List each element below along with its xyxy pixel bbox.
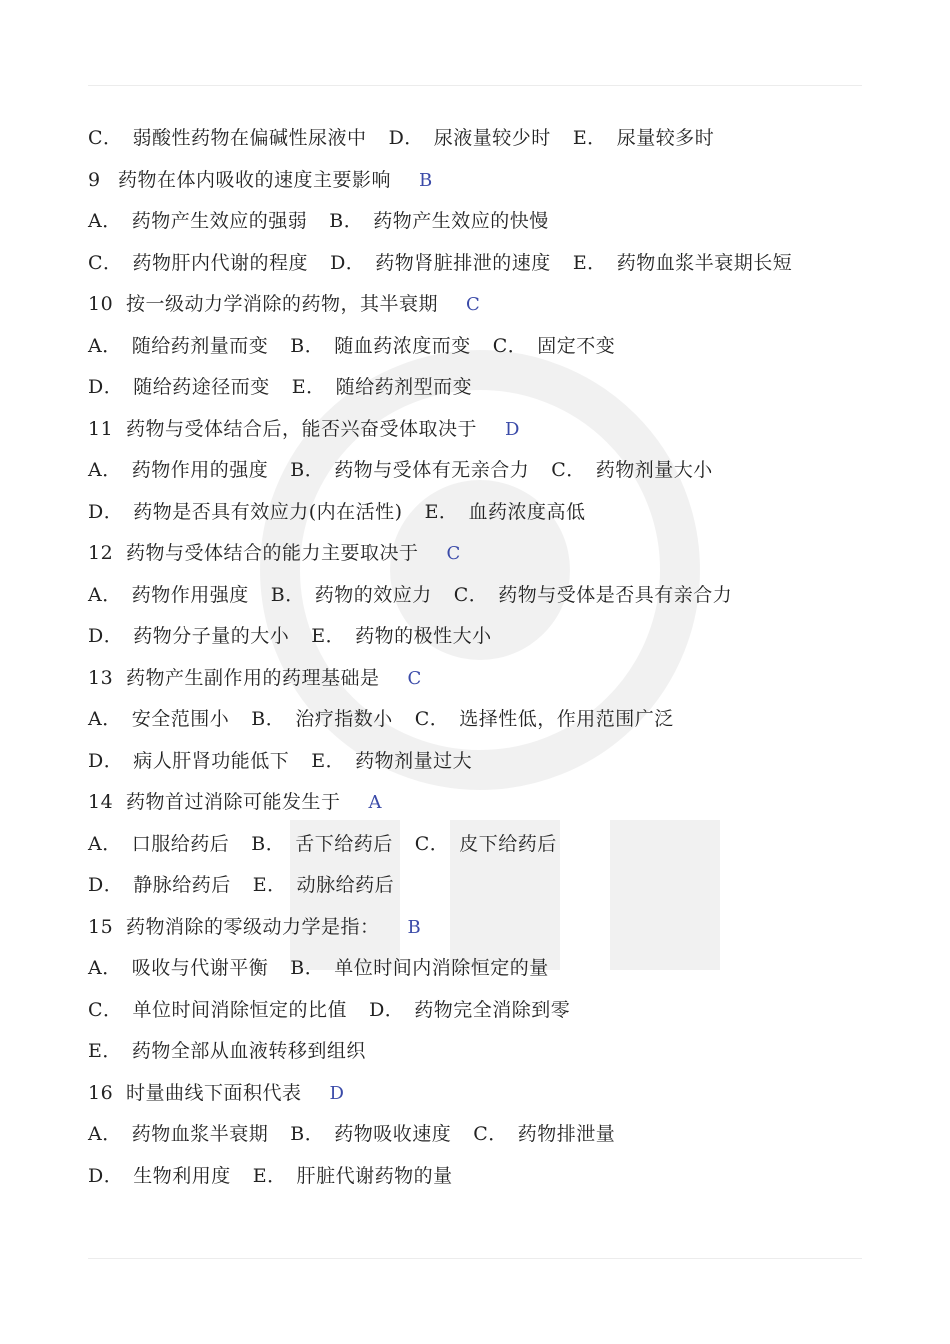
option-letter: C． <box>88 127 123 149</box>
answer-option <box>251 699 392 741</box>
option-text: 药物肾脏排泄的速度 <box>375 251 551 274</box>
answer-option <box>88 1114 268 1156</box>
question-line <box>88 533 868 575</box>
option-letter: B． <box>251 708 286 730</box>
options-line <box>88 865 868 907</box>
option-text: 药物与受体是否具有亲合力 <box>498 583 733 606</box>
answer-option <box>251 824 392 866</box>
option-letter: B． <box>329 210 364 232</box>
option-text: 药物作用强度 <box>131 583 249 606</box>
option-text: 药物吸收速度 <box>334 1123 452 1145</box>
answer-option <box>88 450 268 492</box>
answer-key: B <box>407 916 422 938</box>
options-line <box>88 575 868 617</box>
answer-option <box>253 865 394 907</box>
question-text: 按一级动力学消除的药物，其半衰期 <box>126 293 439 315</box>
option-letter: C． <box>453 583 489 606</box>
option-text: 舌下给药后 <box>295 832 393 855</box>
option-letter: B． <box>290 957 325 979</box>
options-line <box>88 450 868 492</box>
question-line <box>88 658 868 700</box>
answer-option <box>330 243 551 285</box>
option-letter: C． <box>414 708 450 730</box>
option-letter: A． <box>88 459 122 481</box>
option-letter: C． <box>88 251 123 274</box>
answer-option <box>573 118 714 160</box>
answer-key: D <box>505 418 520 440</box>
option-letter: E． <box>311 749 346 772</box>
top-divider <box>88 85 862 86</box>
option-letter: C． <box>88 998 123 1021</box>
question-text: 药物与受体结合后，能否兴奋受体取决于 <box>126 417 478 440</box>
option-letter: E． <box>572 127 607 149</box>
option-text: 生物利用度 <box>133 1164 231 1187</box>
options-line <box>88 367 868 409</box>
answer-key: D <box>329 1082 345 1104</box>
options-line <box>88 1114 868 1156</box>
option-text: 选择性低，作用范围广泛 <box>459 708 674 730</box>
answer-option <box>454 575 733 617</box>
option-text: 固定不变 <box>537 334 616 357</box>
option-letter: B． <box>290 1123 325 1145</box>
option-letter: D． <box>88 500 124 523</box>
option-letter: C． <box>551 459 586 481</box>
options-line <box>88 616 868 658</box>
answer-option <box>271 575 432 617</box>
answer-option <box>88 326 268 368</box>
answer-option <box>88 741 289 783</box>
option-letter: D． <box>330 251 366 274</box>
option-letter: C． <box>414 832 450 855</box>
option-letter: E． <box>311 625 346 647</box>
option-text: 血药浓度高低 <box>468 500 586 523</box>
question-number: 15 <box>88 915 114 938</box>
option-text: 药物作用的强度 <box>131 459 269 481</box>
options-line <box>88 326 868 368</box>
option-letter: E． <box>424 500 459 523</box>
option-letter: D． <box>88 1164 124 1187</box>
option-text: 药物的效应力 <box>314 583 432 606</box>
options-line <box>88 1156 868 1198</box>
option-letter: D． <box>88 376 124 398</box>
option-text: 药物血浆半衰期 <box>131 1123 269 1145</box>
option-letter: D． <box>388 127 424 149</box>
answer-option <box>88 118 367 160</box>
question-number: 13 <box>88 666 114 689</box>
option-text: 药物分子量的大小 <box>133 625 290 647</box>
option-letter: D． <box>88 749 124 772</box>
question-line <box>88 284 868 326</box>
option-letter: D． <box>88 625 124 647</box>
option-text: 随给药剂型而变 <box>335 376 473 398</box>
options-line <box>88 699 868 741</box>
question-line <box>88 1073 868 1115</box>
option-text: 静脉给药后 <box>133 874 231 896</box>
option-text: 治疗指数小 <box>295 708 393 730</box>
answer-option <box>369 990 570 1032</box>
option-letter: E． <box>252 874 287 896</box>
answer-option <box>389 118 551 160</box>
option-letter: E． <box>88 1040 122 1062</box>
answer-option <box>88 824 229 866</box>
option-letter: C． <box>492 334 528 357</box>
option-text: 病人肝肾功能低下 <box>133 749 290 772</box>
answer-option <box>311 741 472 783</box>
option-letter: A． <box>88 832 122 855</box>
option-text: 口服给药后 <box>131 832 230 855</box>
answer-option <box>292 367 472 409</box>
options-line <box>88 1031 868 1073</box>
answer-key: C <box>446 543 461 564</box>
option-text: 药物剂量过大 <box>355 749 473 772</box>
option-text: 安全范围小 <box>131 708 230 730</box>
bottom-divider <box>88 1258 862 1259</box>
question-number: 11 <box>88 417 114 440</box>
answer-option <box>573 243 792 285</box>
question-number: 12 <box>88 542 114 564</box>
question-text: 药物消除的零级动力学是指： <box>126 915 380 938</box>
answer-option <box>88 1156 231 1198</box>
option-text: 动脉给药后 <box>296 874 395 896</box>
option-letter: E． <box>291 376 326 398</box>
answer-option <box>290 1114 451 1156</box>
question-list <box>88 118 868 1197</box>
option-text: 随给药剂量而变 <box>131 334 269 357</box>
option-letter: B． <box>290 334 325 357</box>
answer-option <box>415 824 557 866</box>
answer-option <box>88 575 249 617</box>
option-letter: B． <box>290 459 325 481</box>
option-text: 药物的极性大小 <box>355 625 492 647</box>
answer-option <box>253 1156 453 1198</box>
answer-option <box>88 990 347 1032</box>
option-text: 药物完全消除到零 <box>414 998 571 1021</box>
answer-option <box>290 948 548 990</box>
answer-option <box>473 1114 615 1156</box>
answer-key: B <box>419 169 433 191</box>
option-text: 药物产生效应的强弱 <box>131 210 308 232</box>
options-line <box>88 492 868 534</box>
question-text: 药物在体内吸收的速度主要影响 <box>118 168 392 191</box>
option-letter: B． <box>251 832 286 855</box>
question-line <box>88 409 868 451</box>
question-line <box>88 782 868 824</box>
option-text: 单位时间内消除恒定的量 <box>334 957 549 979</box>
options-line <box>88 243 868 285</box>
option-text: 药物是否具有效应力(内在活性) <box>133 500 403 523</box>
answer-option <box>493 326 616 368</box>
option-text: 肝脏代谢药物的量 <box>296 1164 453 1187</box>
option-text: 药物血浆半衰期长短 <box>616 251 793 274</box>
answer-option <box>88 492 403 534</box>
answer-key: C <box>466 294 481 315</box>
answer-option <box>88 1031 366 1073</box>
question-text: 药物产生副作用的药理基础是 <box>126 666 380 689</box>
option-letter: A． <box>88 210 122 232</box>
option-letter: A． <box>88 957 122 979</box>
option-text: 吸收与代谢平衡 <box>131 957 269 979</box>
option-text: 药物肝内代谢的程度 <box>132 251 309 274</box>
option-text: 药物剂量大小 <box>595 459 713 481</box>
answer-option <box>425 492 586 534</box>
options-line <box>88 824 868 866</box>
options-line <box>88 201 868 243</box>
answer-key: A <box>368 792 383 813</box>
option-text: 尿量较多时 <box>616 127 715 149</box>
option-letter: A． <box>88 1123 122 1145</box>
option-letter: B． <box>270 583 305 606</box>
option-letter: D． <box>369 998 405 1021</box>
option-text: 药物排泄量 <box>517 1123 616 1145</box>
question-line <box>88 907 868 949</box>
answer-option <box>290 450 529 492</box>
options-line <box>88 741 868 783</box>
question-number: 14 <box>88 791 114 813</box>
answer-option <box>88 367 270 409</box>
option-letter: A． <box>88 334 122 357</box>
question-number: 9 <box>88 168 101 191</box>
question-text: 药物首过消除可能发生于 <box>126 791 341 813</box>
answer-option <box>329 201 548 243</box>
option-letter: E． <box>252 1164 287 1187</box>
answer-option <box>88 201 307 243</box>
question-number: 16 <box>88 1081 114 1104</box>
answer-option <box>88 243 308 285</box>
answer-option <box>88 699 229 741</box>
option-text: 药物产生效应的快慢 <box>373 210 549 232</box>
option-text: 药物全部从血液转移到组织 <box>131 1040 366 1062</box>
answer-option <box>415 699 674 741</box>
question-text: 药物与受体结合的能力主要取决于 <box>126 542 419 564</box>
option-text: 随给药途径而变 <box>133 376 270 398</box>
option-text: 尿液量较少时 <box>433 127 551 149</box>
option-text: 随血药浓度而变 <box>334 334 471 357</box>
question-text: 时量曲线下面积代表 <box>126 1081 302 1104</box>
question-number: 10 <box>88 293 114 315</box>
answer-option <box>290 326 470 368</box>
option-text: 单位时间消除恒定的比值 <box>132 998 348 1021</box>
option-text: 弱酸性药物在偏碱性尿液中 <box>132 127 367 149</box>
answer-option <box>88 865 231 907</box>
option-letter: E． <box>572 251 607 274</box>
question-line <box>88 160 868 202</box>
answer-option <box>311 616 491 658</box>
option-letter: D． <box>88 874 124 896</box>
option-letter: C． <box>473 1123 508 1145</box>
option-text: 药物与受体有无亲合力 <box>334 459 530 481</box>
answer-option <box>88 616 289 658</box>
option-text: 皮下给药后 <box>459 832 557 855</box>
answer-key: C <box>407 667 422 689</box>
answer-option <box>551 450 713 492</box>
option-letter: A． <box>88 583 122 606</box>
answer-option <box>88 948 268 990</box>
options-line <box>88 990 868 1032</box>
option-letter: A． <box>88 708 122 730</box>
options-line <box>88 118 868 160</box>
options-line <box>88 948 868 990</box>
